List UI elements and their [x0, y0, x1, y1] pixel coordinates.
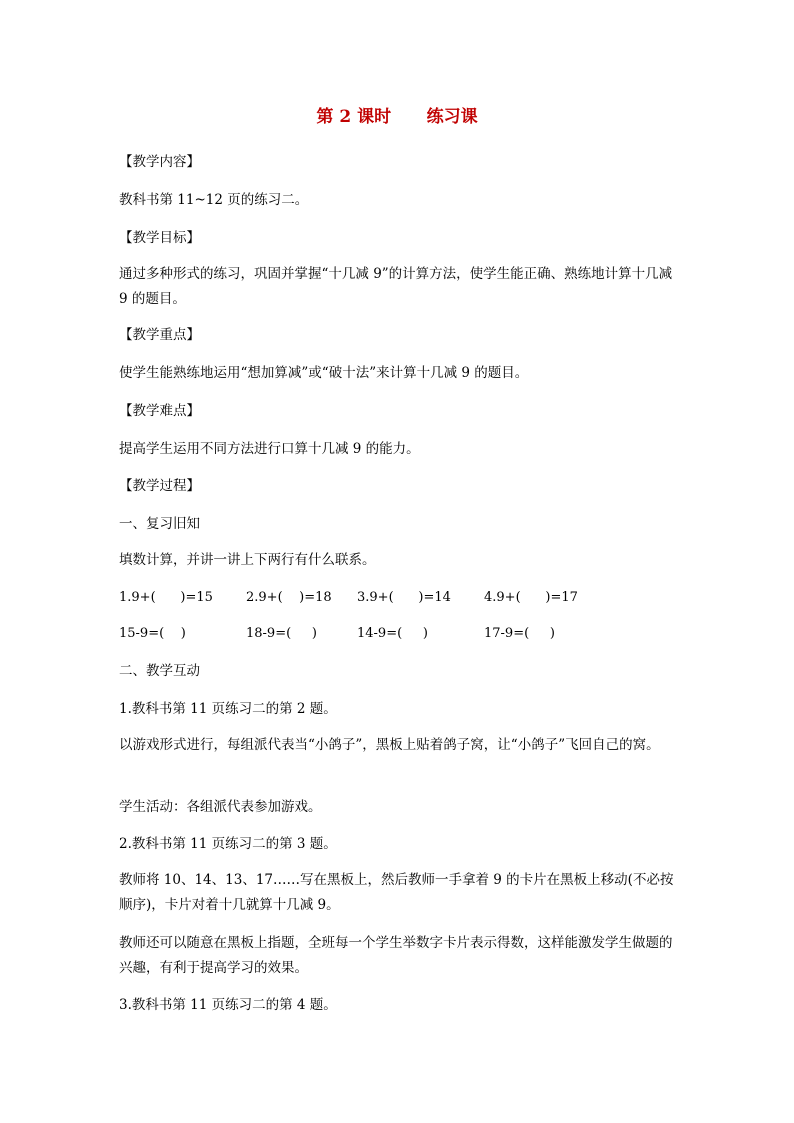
- item-2-title: 2.教科书第 11 页练习二的第 3 题。: [119, 836, 337, 852]
- equation-4: 4.9+( )=17: [484, 590, 578, 605]
- section-interaction: 二、教学互动: [119, 663, 200, 679]
- equation-6: 18-9=( ): [246, 626, 317, 641]
- item-1-text: 以游戏形式进行，每组派代表当“小鸽子”，黑板上贴着鸽子窝，让“小鸽子”飞回自己的窝。: [119, 737, 660, 753]
- heading-difficulty: 【教学难点】: [119, 403, 200, 419]
- review-instruction: 填数计算，并讲一讲上下两行有什么联系。: [119, 552, 376, 568]
- equation-1: 1.9+( )=15: [119, 590, 213, 605]
- heading-process: 【教学过程】: [119, 478, 200, 494]
- item-2-text-2: 教师还可以随意在黑板上指题，全班每一个学生举数字卡片表示得数，这样能激发学生做题的兴趣，有利于提高学习的效果。: [119, 935, 673, 976]
- item-1-activity: 学生活动：各组派代表参加游戏。: [119, 799, 322, 815]
- equation-3: 3.9+( )=14: [357, 590, 451, 605]
- heading-goal: 【教学目标】: [119, 230, 200, 246]
- paragraph-key: 使学生能熟练地运用“想加算减”或“破十法”来计算十几减 9 的题目。: [119, 365, 529, 381]
- item-1-title: 1.教科书第 11 页练习二的第 2 题。: [119, 701, 337, 717]
- equation-5: 15-9=( ): [119, 626, 186, 641]
- paragraph-content: 教科书第 11~12 页的练习二。: [119, 192, 309, 208]
- page-title: 第 2 课时 练习课: [316, 107, 478, 127]
- item-2-text: 教师将 10、14、13、17……写在黑板上，然后教师一手拿着 9 的卡片在黑板上移动(不必按顺序)，卡片对着十几就算十几减 9。: [119, 872, 674, 913]
- section-review: 一、复习旧知: [119, 516, 200, 532]
- equation-8: 17-9=( ): [484, 626, 555, 641]
- heading-content: 【教学内容】: [119, 154, 200, 170]
- paragraph-goal: 通过多种形式的练习，巩固并掌握“十几减 9”的计算方法，使学生能正确、熟练地计算十几减 9 的题目。: [119, 266, 673, 307]
- paragraph-difficulty: 提高学生运用不同方法进行口算十几减 9 的能力。: [119, 441, 420, 457]
- item-3-title: 3.教科书第 11 页练习二的第 4 题。: [119, 997, 337, 1013]
- heading-key: 【教学重点】: [119, 327, 200, 343]
- equation-2: 2.9+( )=18: [246, 590, 332, 605]
- equation-7: 14-9=( ): [357, 626, 428, 641]
